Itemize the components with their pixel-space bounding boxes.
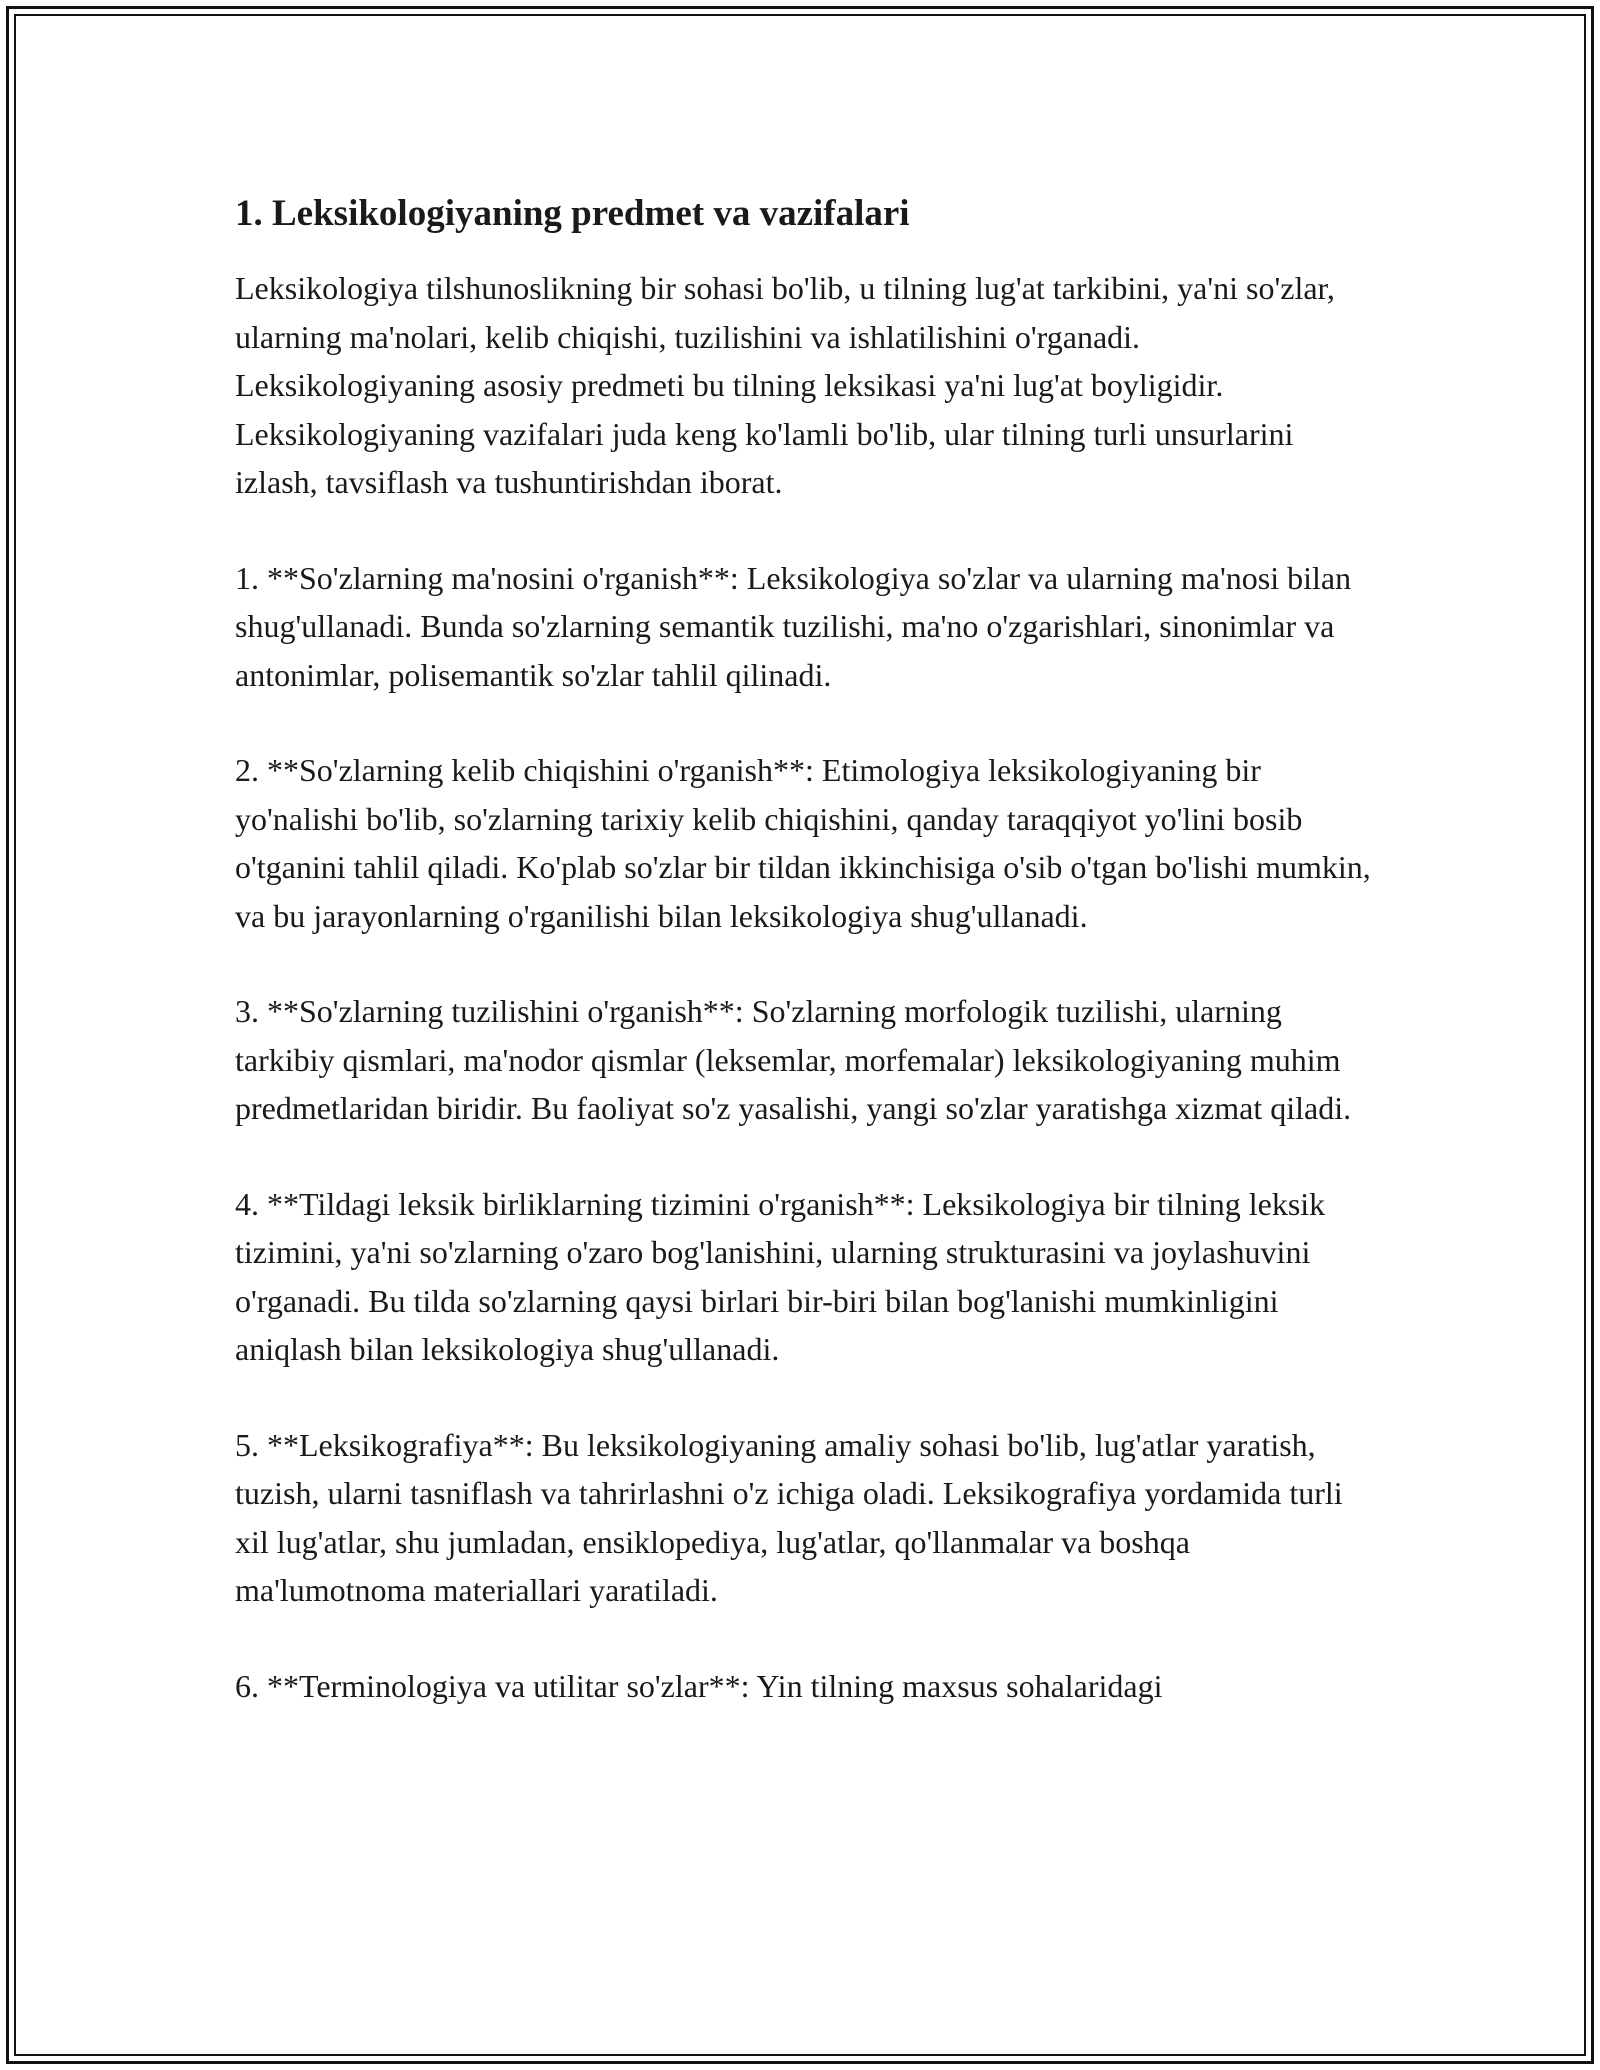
paragraph-intro: Leksikologiya tilshunoslikning bir sohasi bo'lib, u tilning lug'at tarkibini, ya'ni so'zlar, ularning ma'nolari, kelib chiqishi, tuzilishini va ishlatilishini o'rganadi. Leksikologiyaning asosiy predmeti bu tilning leksikasi ya'ni lug'at boyligidir. Leksikologiyaning vazifalari juda keng ko'lamli bo'lib, ular tilning turli unsurlarini izlash, tavsiflash va tushuntirishdan iborat. bbox=[235, 270, 1335, 500]
paragraph-item-1: 1. **So'zlarning ma'nosini o'rganish**: Leksikologiya so'zlar va ularning ma'nosi bilan shug'ullanadi. Bunda so'zlarning semantik tuzilishi, ma'no o'zgarishlari, sinonimlar va antonimlar, polisemantik so'zlar tahlil qilinadi. bbox=[235, 559, 1352, 693]
paragraph-item-4: 4. **Tildagi leksik birliklarning tizimini o'rganish**: Leksikologiya bir tilning leksik tizimini, ya'ni so'zlarning o'zaro bog'lanishini, ularning strukturasini va joylashuvini o'rganadi. Bu tilda so'zlarning qaysi birlari bir-biri bilan bog'lanishi mumkinligini aniqlash bilan leksikologiya shug'ullanadi. bbox=[235, 1185, 1326, 1367]
paragraph-item-5: 5. **Leksikografiya**: Bu leksikologiyaning amaliy sohasi bo'lib, lug'atlar yaratish, tuzish, ularni tasniflash va tahrirlashni o'z ichiga oladi. Leksikografiya yordamida turli xil lug'atlar, shu jumladan, ensiklopediya, lug'atlar, qo'llanmalar va boshqa ma'lumotnoma materiallari yaratiladi. bbox=[235, 1426, 1343, 1608]
paragraph-item-2: 2. **So'zlarning kelib chiqishini o'rganish**: Etimologiya leksikologiyaning bir yo'nalishi bo'lib, so'zlarning tarixiy kelib chiqishini, qanday taraqqiyot yo'lini bosib o'tganini tahlil qiladi. Ko'plab so'zlar bir tildan ikkinchisiga o'sib o'tgan bo'lishi mumkin, va bu jarayonlarning o'rganilishi bilan leksikologiya shug'ullanadi. bbox=[235, 752, 1371, 934]
section-heading: 1. Leksikologiyaning predmet va vazifalari bbox=[235, 193, 910, 234]
paragraph-item-6: 6. **Terminologiya va utilitar so'zlar**: Yin tilning maxsus sohalaridagi bbox=[235, 1667, 1163, 1704]
paragraph-item-3: 3. **So'zlarning tuzilishini o'rganish**: So'zlarning morfologik tuzilishi, ularning tarkibiy qismlari, ma'nodor qismlar (leksemlar, morfemalar) leksikologiyaning muhim predmetlaridan biridir. Bu faoliyat so'z yasalishi, yangi so'zlar yaratishga xizmat qiladi. bbox=[235, 993, 1352, 1126]
document-body bbox=[235, 188, 1375, 1757]
